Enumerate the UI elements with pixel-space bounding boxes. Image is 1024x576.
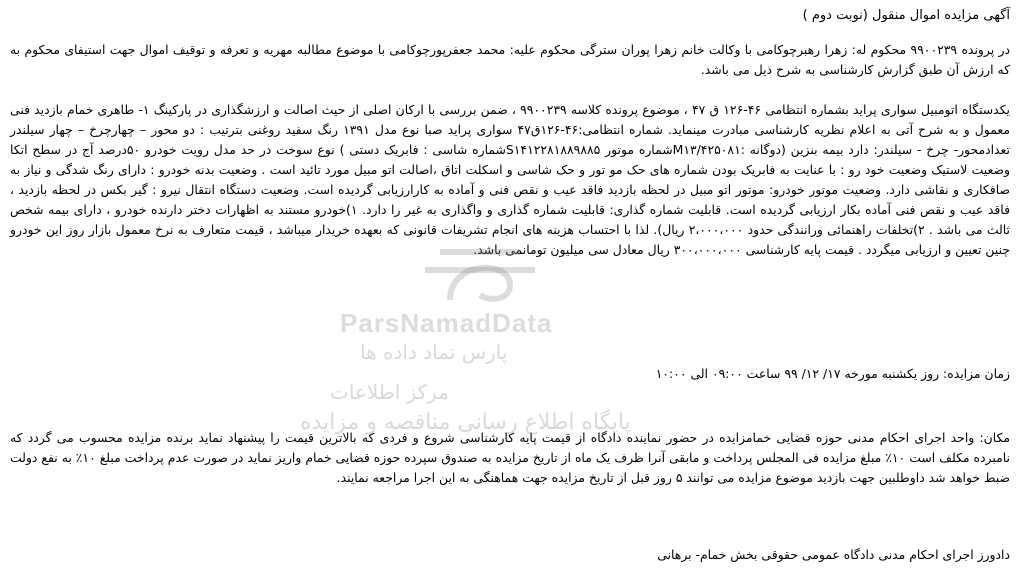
auction-location-paragraph: مکان: واحد اجرای احکام مدنی حوزه قضایی خمامزایده در حضور نماینده دادگاه از قیمت پایه کارشناسی شروع و فردی که بالاترین قیمت را پیشنهاد نماید برنده مزایده محسوب می گردد که نامبرده مکلف است ۱۰٪ مبلغ مزایده فی المجلس پرداخت و مابقی آنرا ظرف یک ماه از تاریخ مزایده به صندوق سپرده حوزه قضایی خمام واریز نماید در صورت عدم پرداخت مبلغ ۱۰٪ به نفع دولت ضبط خواهد شد داوطلبین جهت بازدید موضوع مزایده می توانند ۵ روز قبل از تاریخ مزایده جهت هماهنگی به این اجرا مراجعه نمایند. [10, 430, 1010, 485]
signature-line: دادورز اجرای احکام مدنی دادگاه عمومی حقوقی بخش خمام- برهانی [657, 547, 1010, 562]
watermark-latin: ParsNamadData [340, 308, 553, 338]
auction-time: زمان مزایده: روز یکشنبه مورخه ۱۷/ ۱۲/ ۹۹ ساعت ۰۹:۰۰ الی ۱۰:۰۰ [655, 366, 1010, 381]
notice-title: آگهی مزایده اموال منقول (نوبت دوم ) [802, 8, 1010, 23]
watermark-line-3: پایگاه اطلاع رسانی مناقصه و مزایده [300, 410, 631, 435]
watermark-line-1: پارس نماد داده ها [360, 340, 508, 364]
watermark-line-2: مرکز اطلاعات [330, 380, 449, 404]
intro-paragraph: در پرونده ۹۹۰۰۲۳۹ محکوم له: زهرا رهبرچوکامی با وکالت خانم زهرا پوران سترگی محکوم علیه: محمد جعفرپورچوکامی با موضوع مطالبه مهریه و تعرفه و توقیف اموال جهت استیفای محکوم به که ارزش آن طبق گزارش کارشناسی به شرح ذیل می باشد. [10, 42, 1011, 77]
vehicle-description-paragraph: یکدستگاه اتومبیل سواری پراید بشماره انتظامی ۴۶-۱۲۶ ق ۴۷ ، موضوع پرونده کلاسه ۹۹۰۰۲۳۹ ، ضمن بررسی با ارکان اصلی از حیث اصالت و ارزشگذاری در پارکینگ ۱- طاهری خمام بازدید فنی معمول و به شرح آتی به اعلام نظریه کارشناسی مبادرت مینماید. شماره انتظامی:۴۶-۱۲۶ق۴۷ سواری پراید صبا نوع مدل ۱۳۹۱ رنگ سفید روغنی بترتیب : دو محور – چهارچرخ – چهار سیلندر تعدادمحور- چرخ - سیلندر: دارد بیمه بنزین (دوگانه :M۱۳/۴۲۵۰۸۱شماره موتور S۱۴۱۲۲۸۱۸۸۹۸۸۵شماره شاسی : فابریک دستی ) نوع سوخت در حد مدل رویت خودرو ۵۰درصد آج در سطح اتکا وضعیت لاستیک وضعیت خود رو : با عنایت به فابریک بودن شماره های حک مو تور و حک شاسی و اسکلت اتاق ،اصالت اتو مبیل مورد تائید است . وضعیت بدنه خودرو : دارای رنگ شدگی و نیاز به صافکاری و نقاشی دارد. وضعیت موتور خودرو: موتور اتو مبیل در لحظه بازدید فاقد عیب و نقص فنی و آماده به کارارزیابی گردیده است. وضعیت دستگاه انتقال نیرو : گیر بکس در لحظه بازدید ، فاقد عیب و نقص فنی آماده بکار ارزیابی گردیده است. قابلیت شماره گذاری: قابلیت شماره گذاری و واگذاری به غیر را دارد. ۱)خودرو مستند به اظهارات دختر دارنده خودرو ، دارای بیمه شخص ثالث می باشد . ۲)تخلفات راهنمائی ورانندگی حدود ۲،۰۰۰،۰۰۰ ریال). لذا با احتساب هزینه های انجام تشریفات قانونی که بعهده خریدار میباشد ، قیمت متعارف به نرخ معمول بازار روز این خودرو چنین تعیین و ارزیابی میگردد . قیمت پایه کارشناسی ۳۰۰،۰۰۰،۰۰۰ ریال معادل سی میلیون تومانمی باشد. [10, 102, 1010, 257]
